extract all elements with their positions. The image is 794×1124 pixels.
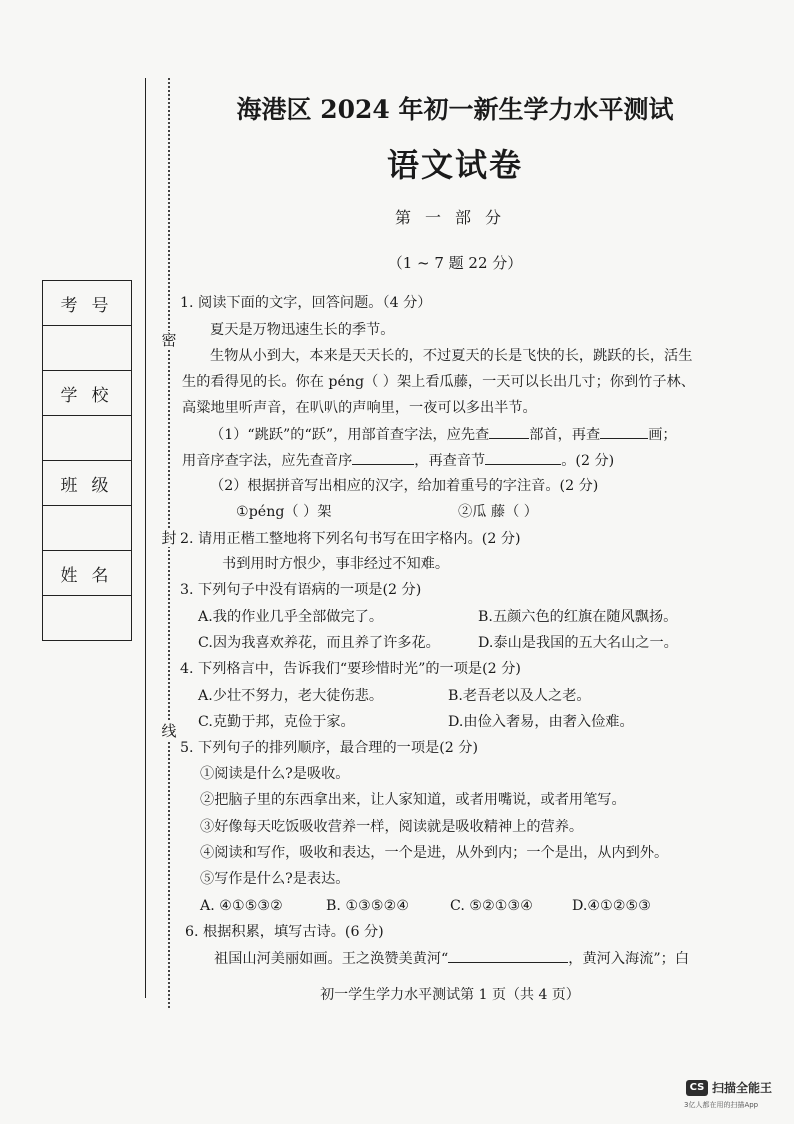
field-label-exam-number: 考号 [43,281,132,326]
answer-blank-syllable[interactable] [485,450,561,465]
q1-sub2-item2: ②瓜 藤（ ） [458,504,538,520]
q1-passage-line4: 高粱地里听声音，在叭叭的声响里，一夜可以多出半节。 [182,400,537,416]
q4-stem: 4. 下列格言中，告诉我们“要珍惜时光”的一项是(2 分) [180,661,521,677]
watermark-name: 扫描全能王 [712,1081,773,1095]
student-info-table [42,280,132,641]
q3-option-d[interactable]: D.泰山是我国的五大名山之一。 [478,635,678,651]
q2-stem: 2. 请用正楷工整地将下列名句书写在田字格内。(2 分) [180,531,521,547]
part-heading: 第一部分 [394,208,515,227]
q6-line1-text-b: ，黄河入海流”；白 [568,951,690,967]
q3-option-a[interactable]: A.我的作业几乎全部做完了。 [198,609,384,625]
q1-sub1-text-d: 用音序查字法，应先查音序 [182,453,353,469]
q5-stem: 5. 下列句子的排列顺序，最合理的一项是(2 分) [180,740,479,756]
page-footer: 初一学生学力水平测试第 1 页（共 4 页） [320,987,580,1003]
field-value-class[interactable] [43,506,132,551]
field-value-name[interactable] [43,596,132,641]
seal-char-feng: 封 [161,529,177,547]
camscanner-logo-icon: CS [686,1080,708,1096]
q3-option-b[interactable]: B.五颜六色的红旗在随风飘扬。 [478,609,678,625]
q6-line1 [214,948,689,969]
q1-passage-line2: 生物从小到大，本来是天天长的，不过夏天的长是飞快的长，跳跃的长，活生 [210,348,693,364]
q1-stem: 1. 阅读下面的文字，回答问题。（4 分） [180,295,432,311]
q5-sentence-5: ⑤写作是什么?是表达。 [200,871,350,887]
q1-sub1-line2 [182,450,614,471]
q6-stem: 6. 根据积累，填写古诗。(6 分) [185,924,384,940]
q5-sentence-4: ④阅读和写作，吸收和表达，一个是进，从外到内；一个是出，从内到外。 [200,845,669,861]
q1-sub1-text-e: ，再查音节 [414,453,486,469]
q1-sub1-text-a: （1）“跳跃”的“跃”，用部首查字法，应先查 [210,427,490,443]
seal-char-xian: 线 [161,722,177,740]
margin-vertical-line [145,78,146,998]
q5-sentence-1: ①阅读是什么?是吸收。 [200,766,350,782]
seal-char-mi: 密 [161,331,177,349]
field-value-exam-number[interactable] [43,326,132,371]
answer-blank-strokes[interactable] [600,424,648,439]
field-label-name: 姓名 [43,551,132,596]
exam-subject: 语文试卷 [386,146,523,184]
q3-option-c[interactable]: C.因为我喜欢养花，而且养了许多花。 [198,635,440,651]
field-label-school: 学校 [43,371,132,416]
answer-blank-poem-1[interactable] [448,948,568,963]
q5-option-d[interactable]: D.④①②⑤③ [572,898,651,914]
q5-option-a[interactable]: A. ④①⑤③② [200,898,283,914]
q1-sub1-text-b: 部首，再查 [529,427,601,443]
q5-option-b[interactable]: B. ①③⑤②④ [326,898,410,914]
q1-sub1-text-c: 画； [648,427,677,443]
q5-option-c[interactable]: C. ⑤②①③④ [450,898,533,914]
answer-blank-initial[interactable] [352,450,414,465]
q1-sub2-item1: ①péng（ ）架 [236,504,332,520]
part-range: （1 ~ 7 题 22 分） [387,254,523,272]
q3-stem: 3. 下列句子中没有语病的一项是(2 分) [180,582,422,598]
q1-sub1-text-f: 。(2 分) [561,453,615,469]
q5-sentence-2: ②把脑子里的东西拿出来，让人家知道，或者用嘴说，或者用笔写。 [200,792,626,808]
q4-option-a[interactable]: A.少壮不努力，老大徒伤悲。 [198,688,384,704]
q2-quote: 书到用时方恨少，事非经过不知难。 [222,556,450,572]
watermark-tagline: 3亿人都在用的扫描App [684,1101,759,1109]
q1-sub1-line1 [210,424,677,445]
q1-passage-line1: 夏天是万物迅速生长的季节。 [210,322,395,338]
q4-option-b[interactable]: B.老吾老以及人之老。 [448,688,591,704]
q1-sub2-stem: （2）根据拼音写出相应的汉字，给加着重号的字注音。(2 分) [210,478,599,494]
field-label-class: 班级 [43,461,132,506]
exam-title: 海港区 2024 年初一新生学力水平测试 [236,95,674,124]
q5-sentence-3: ③好像每天吃饭吸收营养一样，阅读就是吸收精神上的营养。 [200,819,584,835]
answer-blank-radical[interactable] [489,424,529,439]
q6-line1-text-a: 祖国山河美丽如画。王之涣赞美黄河“ [214,951,449,967]
q1-passage-line3: 生的看得见的长。你在 péng（ ）架上看瓜藤，一天可以长出几寸；你到竹子林、 [182,374,695,390]
q4-option-c[interactable]: C.克勤于邦，克俭于家。 [198,714,355,730]
field-value-school[interactable] [43,416,132,461]
q4-option-d[interactable]: D.由俭入奢易，由奢入俭难。 [448,714,634,730]
